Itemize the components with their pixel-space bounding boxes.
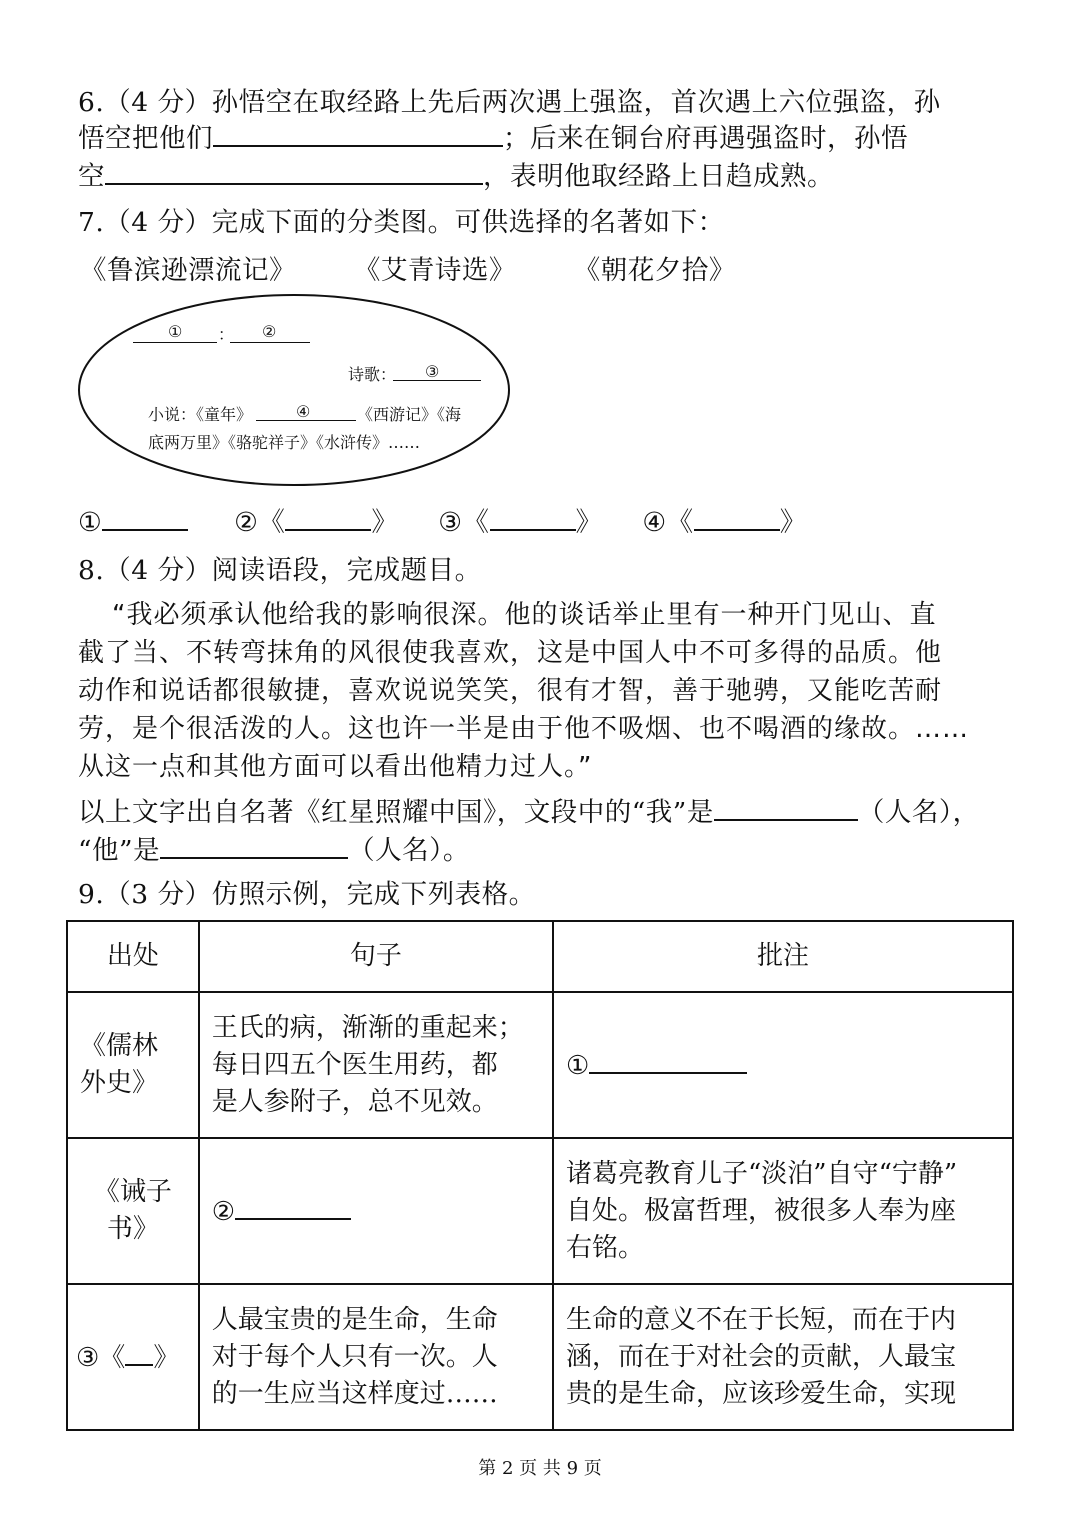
row3-sentence-line-3: 的一生应当这样度过…… [211, 1378, 498, 1409]
row1-note-blank[interactable] [589, 1046, 747, 1074]
q8-quote-line-1: “我必须承认他给我的影响很深。他的谈话举止里有一种开门见山、直 [112, 600, 937, 630]
book-option-3: 《朝花夕拾》 [573, 255, 736, 286]
q8-question-line-1 [78, 790, 980, 829]
q8-quote-line-3: 动作和说话都很敏捷，喜欢说说笑笑，很有才智，善于驰骋，又能吃苦耐 [78, 676, 943, 706]
q8-header: 8.（4 分）阅读语段，完成题目。 [78, 555, 482, 586]
q6-line-1: 6.（4 分）孙悟空在取经路上先后两次遇上强盗，首次遇上六位强盗，孙 [78, 87, 941, 118]
q8-q-text-b: （人名）， [857, 797, 980, 828]
q6-text-c: 空 [78, 161, 105, 192]
diagram-blank-1 [133, 342, 217, 343]
answer-blank-3[interactable] [490, 503, 576, 532]
table-row [67, 992, 1013, 1138]
answer-blank-1[interactable] [102, 503, 188, 532]
q6-text-a: 悟空把他们 [78, 123, 213, 154]
q6-text-d: ，表明他取经路上日趋成熟。 [483, 161, 834, 192]
row1-sentence-line-1: 王氏的病，渐渐的重起来； [211, 1012, 524, 1043]
answer-marker-2: ②《 [234, 507, 286, 538]
row3-note-line-2: 涵，而在于对社会的贡献，人最宝 [566, 1341, 957, 1372]
row2-sentence-blank[interactable] [235, 1192, 351, 1220]
row3-note-line-3: 贵的是生命，应该珍爱生命，实现 [566, 1378, 957, 1409]
table-row [67, 1284, 1013, 1430]
row3-source-prefix: ③《 [76, 1342, 126, 1373]
answer-close-4: 》 [779, 507, 807, 538]
row1-sentence-line-3: 是人参附子，总不见效。 [211, 1086, 498, 1117]
q8-blank-2[interactable] [160, 831, 348, 860]
row1-source-line-1: 《儒林 [80, 1031, 159, 1061]
answer-marker-1: ① [78, 507, 103, 538]
diagram-marker-3: ③ [425, 362, 440, 381]
answer-marker-4: ④《 [642, 507, 694, 538]
diagram-marker-4: ④ [296, 402, 311, 421]
q6-blank-2[interactable] [105, 157, 483, 186]
diagram-colon: ： [218, 325, 235, 344]
row2-source [67, 1138, 199, 1284]
row1-sentence-line-2: 每日四五个医生用药，都 [211, 1049, 498, 1080]
q6-line-3 [78, 154, 834, 193]
answer-marker-3: ③《 [438, 507, 490, 538]
row1-sentence [199, 992, 553, 1138]
row2-note-line-1: 诸葛亮教育儿子“淡泊”自守“宁静” [566, 1158, 958, 1189]
q9-table [66, 920, 1014, 1431]
row2-sentence [199, 1138, 553, 1284]
row3-sentence [199, 1284, 553, 1430]
q8-q-text-c: “他”是 [78, 835, 161, 866]
row3-sentence-line-2: 对于每个人只有一次。人 [211, 1341, 498, 1372]
row3-source-suffix: 》 [153, 1342, 180, 1373]
answer-blank-4[interactable] [694, 503, 780, 532]
row2-note [553, 1138, 1013, 1284]
table-row [67, 1138, 1013, 1284]
row2-source-line-1: 《诫子 [93, 1177, 172, 1207]
row2-source-line-2: 书》 [106, 1214, 159, 1244]
diagram-novel-b: 《西游记》《海 [357, 405, 462, 424]
column-header-source: 出处 [67, 921, 199, 992]
q8-quote-line-4: 劳，是个很活泼的人。这也许一半是由于他不吸烟、也不喝酒的缘故。…… [78, 714, 970, 744]
diagram-marker-2: ② [262, 322, 277, 341]
diagram-poetry-label: 诗歌： [348, 365, 397, 384]
row1-note-marker: ① [566, 1050, 590, 1081]
answer-close-3: 》 [575, 507, 603, 538]
q8-question-line-2 [78, 828, 470, 867]
q8-blank-1[interactable] [714, 793, 858, 822]
book-option-2: 《艾青诗选》 [353, 255, 516, 286]
q6-blank-1[interactable] [213, 119, 503, 148]
q7-answer-row [78, 500, 807, 539]
q8-quote-line-5: 从这一点和其他方面可以看出他精力过人。” [78, 752, 593, 782]
row3-sentence-line-1: 人最宝贵的是生命，生命 [211, 1304, 498, 1335]
diagram-novel-c: 底两万里》《骆驼祥子》《水浒传》…… [148, 433, 421, 452]
book-option-1: 《鲁滨逊漂流记》 [80, 255, 296, 286]
diagram-blank-2 [230, 342, 310, 343]
diagram-marker-1: ① [168, 322, 183, 341]
answer-blank-2[interactable] [285, 503, 371, 532]
page-footer: 第 2 页 共 9 页 [478, 1458, 602, 1479]
row2-sentence-marker: ② [211, 1196, 236, 1227]
q8-q-text-a: 以上文字出自名著《红星照耀中国》，文段中的“我”是 [78, 797, 714, 828]
diagram-novel-a: 小说：《童年》 [148, 405, 253, 424]
row3-source [67, 1284, 199, 1430]
table-header-row [67, 921, 1013, 992]
column-header-note: 批注 [553, 921, 1013, 992]
column-header-sentence: 句子 [199, 921, 553, 992]
diagram-blank-4 [256, 420, 356, 421]
q8-quote-line-2: 截了当、不转弯抹角的风很使我喜欢，这是中国人中不可多得的品质。他 [78, 638, 943, 668]
row2-note-line-2: 自处。极富哲理，被很多人奉为座 [566, 1195, 957, 1226]
row1-note [553, 992, 1013, 1138]
row3-source-blank[interactable] [125, 1338, 153, 1366]
answer-close-2: 》 [371, 507, 399, 538]
row2-note-line-3: 右铭。 [566, 1232, 645, 1263]
row1-source [67, 992, 199, 1138]
q7-header: 7.（4 分）完成下面的分类图。可供选择的名著如下： [78, 207, 725, 238]
q6-line-2 [78, 116, 908, 155]
diagram-blank-3 [393, 380, 481, 381]
q7-book-list [80, 248, 736, 287]
q9-header: 9.（3 分）仿照示例，完成下列表格。 [78, 879, 536, 910]
row1-source-line-2: 外史》 [80, 1068, 159, 1098]
row3-note-line-1: 生命的意义不在于长短，而在于内 [566, 1304, 957, 1335]
q6-text-b: ；后来在铜台府再遇强盗时，孙悟 [503, 123, 908, 154]
row3-note [553, 1284, 1013, 1430]
q8-q-text-d: （人名）。 [348, 835, 470, 866]
